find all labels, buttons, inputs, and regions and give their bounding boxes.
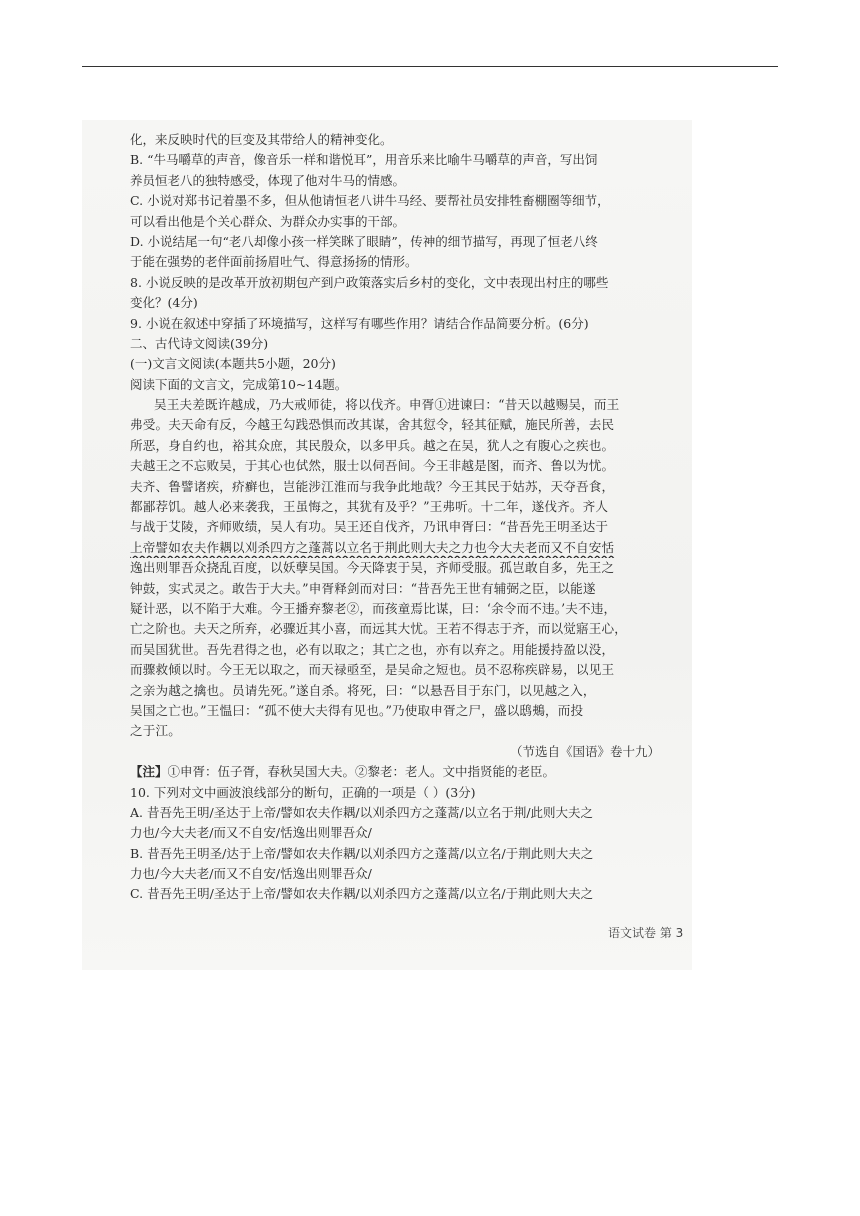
question-9: 9. 小说在叙述中穿插了环境描写，这样写有哪些作用？请结合作品简要分析。(6分)	[130, 315, 589, 331]
passage-line: 夫齐、鲁譬诸疾，疥癣也，岂能涉江淮而与我争此地哉？今王其民于姑苏，天夺吾食，	[130, 478, 615, 494]
passage-line: 吴王夫差既许越成，乃大戒师徒，将以伐齐。申胥①进谏曰：“昔天以越赐吴，而王	[154, 397, 620, 413]
header-rule	[82, 66, 778, 67]
passage-line: 而骤救倾以时。今王无以取之，而天禄亟至，是吴命之短也。员不忍称疾辟易，以见王	[130, 662, 615, 678]
passage-line: 亡之阶也。夫天之所弃，必骤近其小喜，而远其大忧。王若不得志于齐，而以觉寤王心，	[130, 621, 628, 637]
page-content	[130, 130, 660, 905]
question-8: 8. 小说反映的是改革开放初期包产到户政策落实后乡村的变化，文中表现出村庄的哪些	[130, 274, 609, 290]
page-footer: 语文试卷 第 3	[608, 926, 684, 940]
passage-line: 与战于艾陵，齐师败绩，吴人有功。吴王还自伐齐，乃讯申胥曰：“昔吾先王明圣达于	[130, 519, 609, 535]
passage-line: 弗受。夫天命有反，今越王勾践恐惧而改其谋，舍其愆令，轻其征赋，施民所善，去民	[130, 417, 615, 433]
question-10: 10. 下列对文中画波浪线部分的断句，正确的一项是（ ）(3分)	[130, 784, 476, 800]
passage-line: 之亲为越之擒也。员请先死。”遂自杀。将死，曰：“以悬吾目于东门，以见越之入，	[130, 682, 596, 698]
option-d: D. 小说结尾一句“老八却像小孩一样笑眯了眼睛”，传神的细节描写，再现了恒老八终	[130, 233, 598, 249]
option-c: C. 小说对郑书记着墨不多，但从他请恒老八讲牛马经、要帮社员安排牲畜棚圈等细节，	[130, 193, 610, 209]
text-line: 化，来反映时代的巨变及其带给人的精神变化。	[130, 132, 393, 147]
reading-instruction: 阅读下面的文言文，完成第10~14题。	[130, 376, 348, 392]
passage-line: 吴国之亡也。”王愠曰：“孤不使大夫得有见也。”乃使取申胥之尸，盛以鸱鴺，而投	[130, 702, 584, 718]
passage-line: 所恶，身自约也，裕其众庶，其民殷众，以多甲兵。越之在吴，犹人之有腹心之疾也。	[130, 437, 615, 453]
text-line: 于能在强势的老伴面前扬眉吐气、得意扬扬的情形。	[130, 254, 418, 270]
text-line: 变化？(4分)	[130, 295, 198, 311]
passage-line: 夫越王之不忘败吴，于其心也侙然，服士以伺吾间。今王非越是图，而齐、鲁以为忧。	[130, 458, 615, 474]
passage-line: 逸出则罪吾众挠乱百度，以妖孽吴国。今天降衷于吴，齐师受服。孤岂敢自多，先王之	[130, 560, 615, 576]
annotation	[130, 762, 660, 782]
passage-line-underlined: 上帝譬如农夫作耦以刈杀四方之蓬蒿以立名于荆此则大夫之力也今大夫老而又不自安恬	[130, 539, 615, 555]
option-a: A. 昔吾先王明/圣达于上帝/譬如农夫作耦/以刈杀四方之蓬蒿/以立名于荆/此则大夫之	[130, 804, 594, 820]
option-b: B. “牛马嚼草的声音，像音乐一样和谐悦耳”，用音乐来比喻牛马嚼草的声音，写出饲	[130, 152, 598, 168]
passage-line: 钟鼓，实式灵之。敢告于大夫。”申胥释剑而对曰：“昔吾先王世有辅弼之臣，以能遂	[130, 580, 596, 596]
option-b: B. 昔吾先王明圣/达于上帝/譬如农夫作耦/以刈杀四方之蓬蒿/以立名/于荆此则大夫之	[130, 845, 594, 861]
passage-line: 而吴国犹世。吾先君得之也，必有以取之；其亡之也，亦有以弃之。用能援持盈以没，	[130, 641, 615, 657]
passage-line: 都鄙荐饥。越人必来袭我，王虽悔之，其犹有及乎？”王弗听。十二年，遂伐齐。齐人	[130, 499, 609, 515]
section-heading: 二、古代诗文阅读(39分)	[130, 335, 269, 351]
text-line: 养员恒老八的独特感受，体现了他对牛马的情感。	[130, 172, 406, 188]
source-citation: （节选自《国语》卷十九）	[509, 743, 660, 759]
subsection-heading: (一)文言文阅读(本题共5小题，20分)	[130, 356, 336, 372]
text-line: 力也/今大夫老/而又不自安/恬逸出则罪吾众/	[130, 866, 372, 882]
annotation-text: ①申胥：伍子胥，春秋吴国大夫。②黎老：老人。文中指贤能的老臣。	[167, 764, 556, 780]
text-line: 力也/今大夫老/而又不自安/恬逸出则罪吾众/	[130, 825, 372, 841]
text-line: 可以看出他是个关心群众、为群众办实事的干部。	[130, 213, 406, 229]
option-c: C. 昔吾先王明/圣达于上帝/譬如农夫作耦/以刈杀四方之蓬蒿/以立名/于荆此则大夫之	[130, 886, 594, 902]
annotation-label: 【注】	[130, 764, 168, 780]
passage-line: 之于江。	[130, 723, 181, 739]
passage-line: 疑计恶，以不陷于大难。今王播弃黎老②，而孩童焉比谋，曰：‘余令而不违。’夫不违，	[130, 600, 617, 616]
